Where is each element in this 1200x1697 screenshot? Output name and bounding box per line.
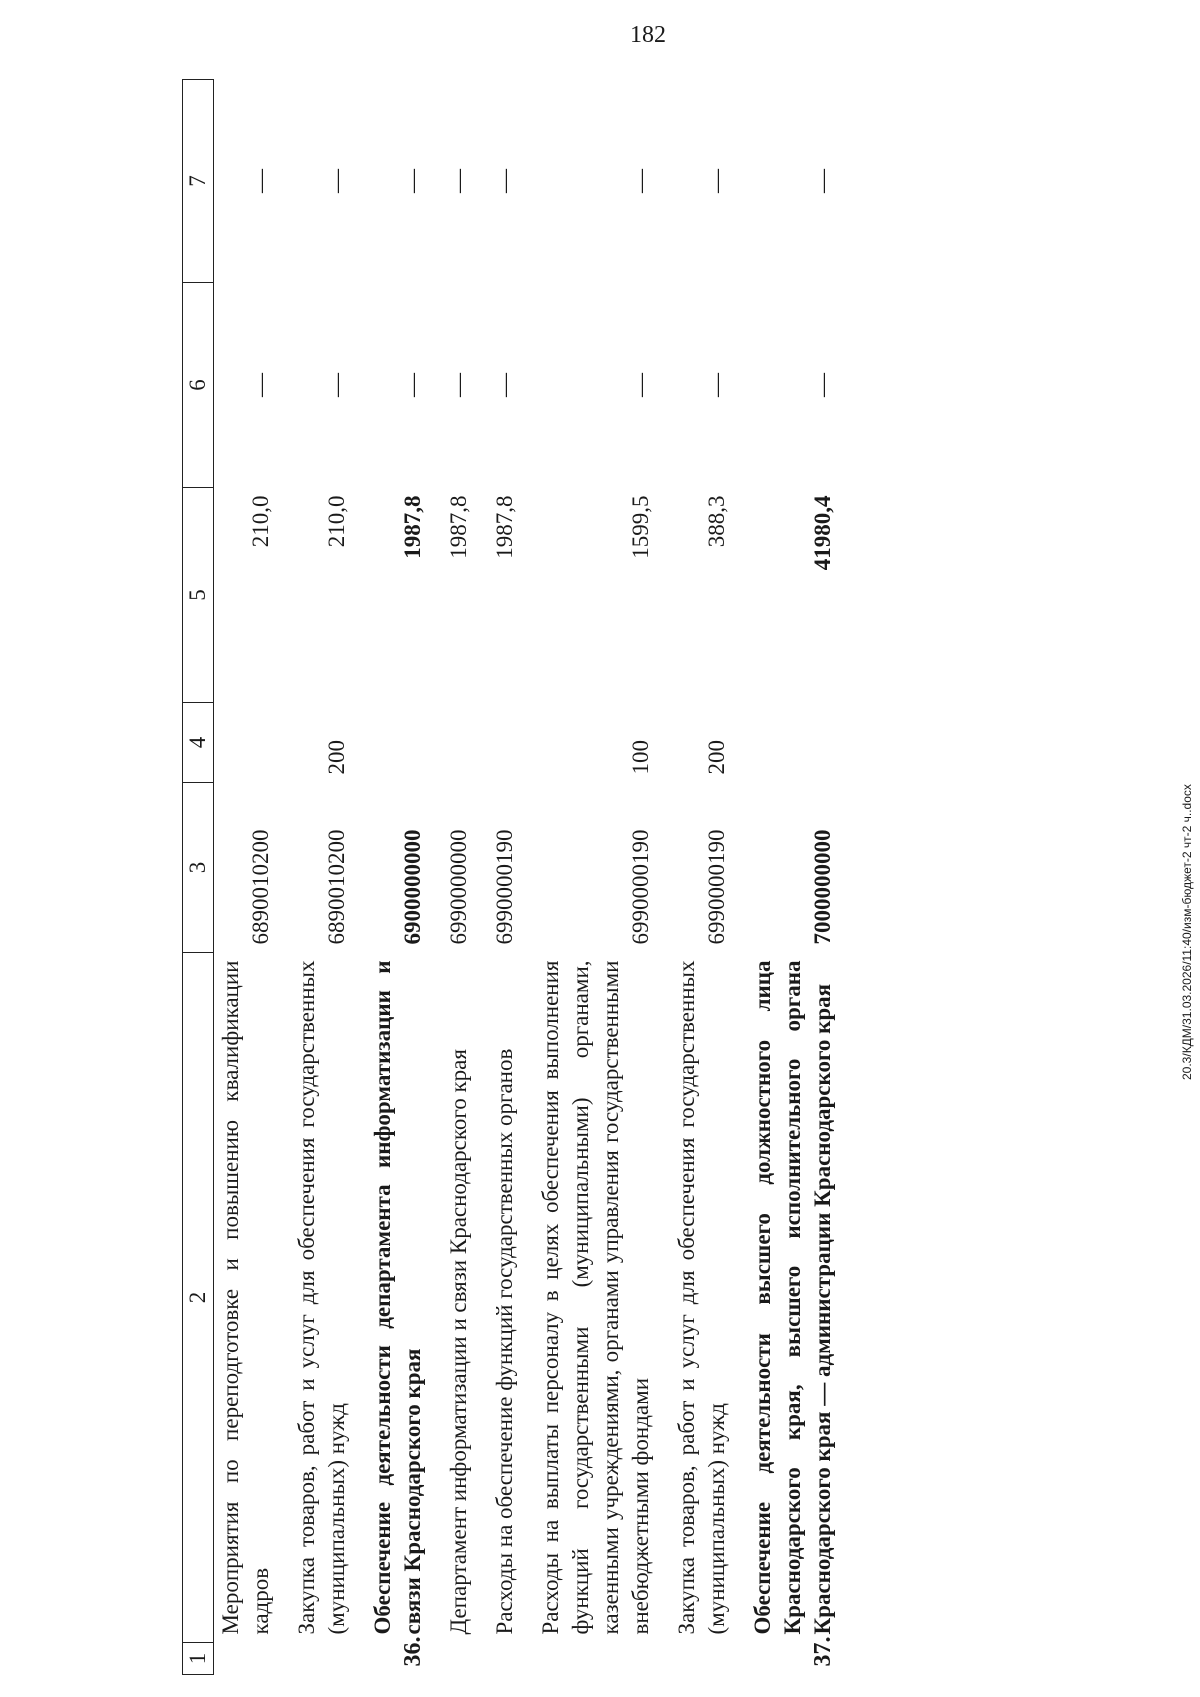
table-row bbox=[214, 80, 287, 1675]
row-col7: — bbox=[248, 169, 274, 193]
row-expense-type bbox=[484, 703, 530, 783]
row-description: Закупка товаров, работ и услуг для обеспечения государственных (муниципальных) нужд bbox=[674, 960, 729, 1635]
row-description: Обеспечение деятельности высшего должностного лица Краснодарского края, высшего исполнительного органа Краснодарского края — администрации Краснодарского края bbox=[750, 960, 835, 1635]
row-target-code: 6890010200 bbox=[324, 829, 349, 945]
row-col6: — bbox=[628, 373, 654, 397]
row-description: Мероприятия по переподготовке и повышению квалификации кадров bbox=[218, 960, 273, 1635]
table-row bbox=[484, 80, 530, 1675]
budget-table bbox=[182, 79, 848, 1675]
row-col6: — bbox=[400, 373, 426, 397]
row-description: Департамент информатизации и связи Краснодарского края bbox=[446, 1049, 471, 1635]
rotated-table-container bbox=[182, 80, 1182, 1675]
table-row bbox=[286, 80, 362, 1675]
header-col-5: 5 bbox=[183, 488, 214, 703]
header-col-3: 3 bbox=[183, 783, 214, 953]
row-col7: — bbox=[704, 169, 730, 193]
row-number: 36. bbox=[400, 1636, 426, 1667]
table-row bbox=[438, 80, 484, 1675]
row-number bbox=[214, 1643, 287, 1675]
row-target-code: 6990000000 bbox=[446, 829, 471, 945]
table-row-section-36 bbox=[362, 80, 438, 1675]
row-number bbox=[286, 1643, 362, 1675]
row-col6: — bbox=[810, 373, 836, 397]
header-col-4: 4 bbox=[183, 703, 214, 783]
row-col7: — bbox=[324, 169, 350, 193]
row-col6: — bbox=[324, 373, 350, 397]
table-header-row bbox=[183, 80, 214, 1675]
row-amount: 388,3 bbox=[704, 495, 729, 548]
row-amount: 210,0 bbox=[324, 495, 349, 548]
row-number bbox=[666, 1643, 742, 1675]
table-row-section-37 bbox=[742, 80, 848, 1675]
page-number: 182 bbox=[630, 22, 666, 48]
row-number: 37. bbox=[810, 1636, 836, 1667]
row-target-code: 7000000000 bbox=[810, 829, 835, 945]
row-amount: 1987,8 bbox=[446, 495, 471, 559]
row-description: Обеспечение деятельности департамента информатизации и связи Краснодарского края bbox=[370, 960, 425, 1635]
row-number bbox=[438, 1643, 484, 1675]
row-col6: — bbox=[492, 373, 518, 397]
row-col6: — bbox=[704, 373, 730, 397]
row-description: Расходы на обеспечение функций государственных органов bbox=[492, 1048, 517, 1635]
header-col-1: 1 bbox=[183, 1643, 214, 1675]
row-target-code: 6990000190 bbox=[628, 829, 653, 945]
row-amount: 1987,8 bbox=[492, 495, 517, 559]
row-amount: 1599,5 bbox=[628, 495, 653, 559]
row-expense-type bbox=[742, 703, 848, 783]
row-col7: — bbox=[400, 169, 426, 193]
row-expense-type: 100 bbox=[628, 740, 653, 775]
row-expense-type bbox=[214, 703, 287, 783]
row-col7: — bbox=[628, 169, 654, 193]
row-col6: — bbox=[248, 373, 274, 397]
table-row bbox=[530, 80, 666, 1675]
row-amount: 41980,4 bbox=[810, 495, 835, 571]
row-amount: 210,0 bbox=[248, 495, 273, 548]
row-target-code: 6890010200 bbox=[248, 829, 273, 945]
row-col7: — bbox=[446, 169, 472, 193]
row-col6: — bbox=[446, 373, 472, 397]
row-expense-type bbox=[438, 703, 484, 783]
row-expense-type: 200 bbox=[704, 740, 729, 775]
footer-document-code: 20.3/КДМ/31.03.2026/11:40/изм-бюджет-2 чт-2 ч..docx bbox=[1180, 784, 1194, 1080]
row-description: Закупка товаров, работ и услуг для обеспечения государственных (муниципальных) нужд bbox=[294, 960, 349, 1635]
row-description: Расходы на выплаты персоналу в целях обеспечения выполнения функций государственными (муниципальными) органами, казенными учреждениями, органами управления государственными внебюджетными фондами bbox=[538, 960, 653, 1635]
row-expense-type bbox=[362, 703, 438, 783]
row-number bbox=[530, 1643, 666, 1675]
header-col-7: 7 bbox=[183, 80, 214, 283]
row-target-code: 6900000000 bbox=[400, 829, 425, 945]
row-amount: 1987,8 bbox=[400, 495, 425, 559]
row-number bbox=[484, 1643, 530, 1675]
row-col7: — bbox=[492, 169, 518, 193]
header-col-6: 6 bbox=[183, 283, 214, 488]
table-row bbox=[666, 80, 742, 1675]
header-col-2: 2 bbox=[183, 953, 214, 1643]
row-col7: — bbox=[810, 169, 836, 193]
row-target-code: 6990000190 bbox=[704, 829, 729, 945]
row-target-code: 6990000190 bbox=[492, 829, 517, 945]
row-expense-type: 200 bbox=[324, 740, 349, 775]
